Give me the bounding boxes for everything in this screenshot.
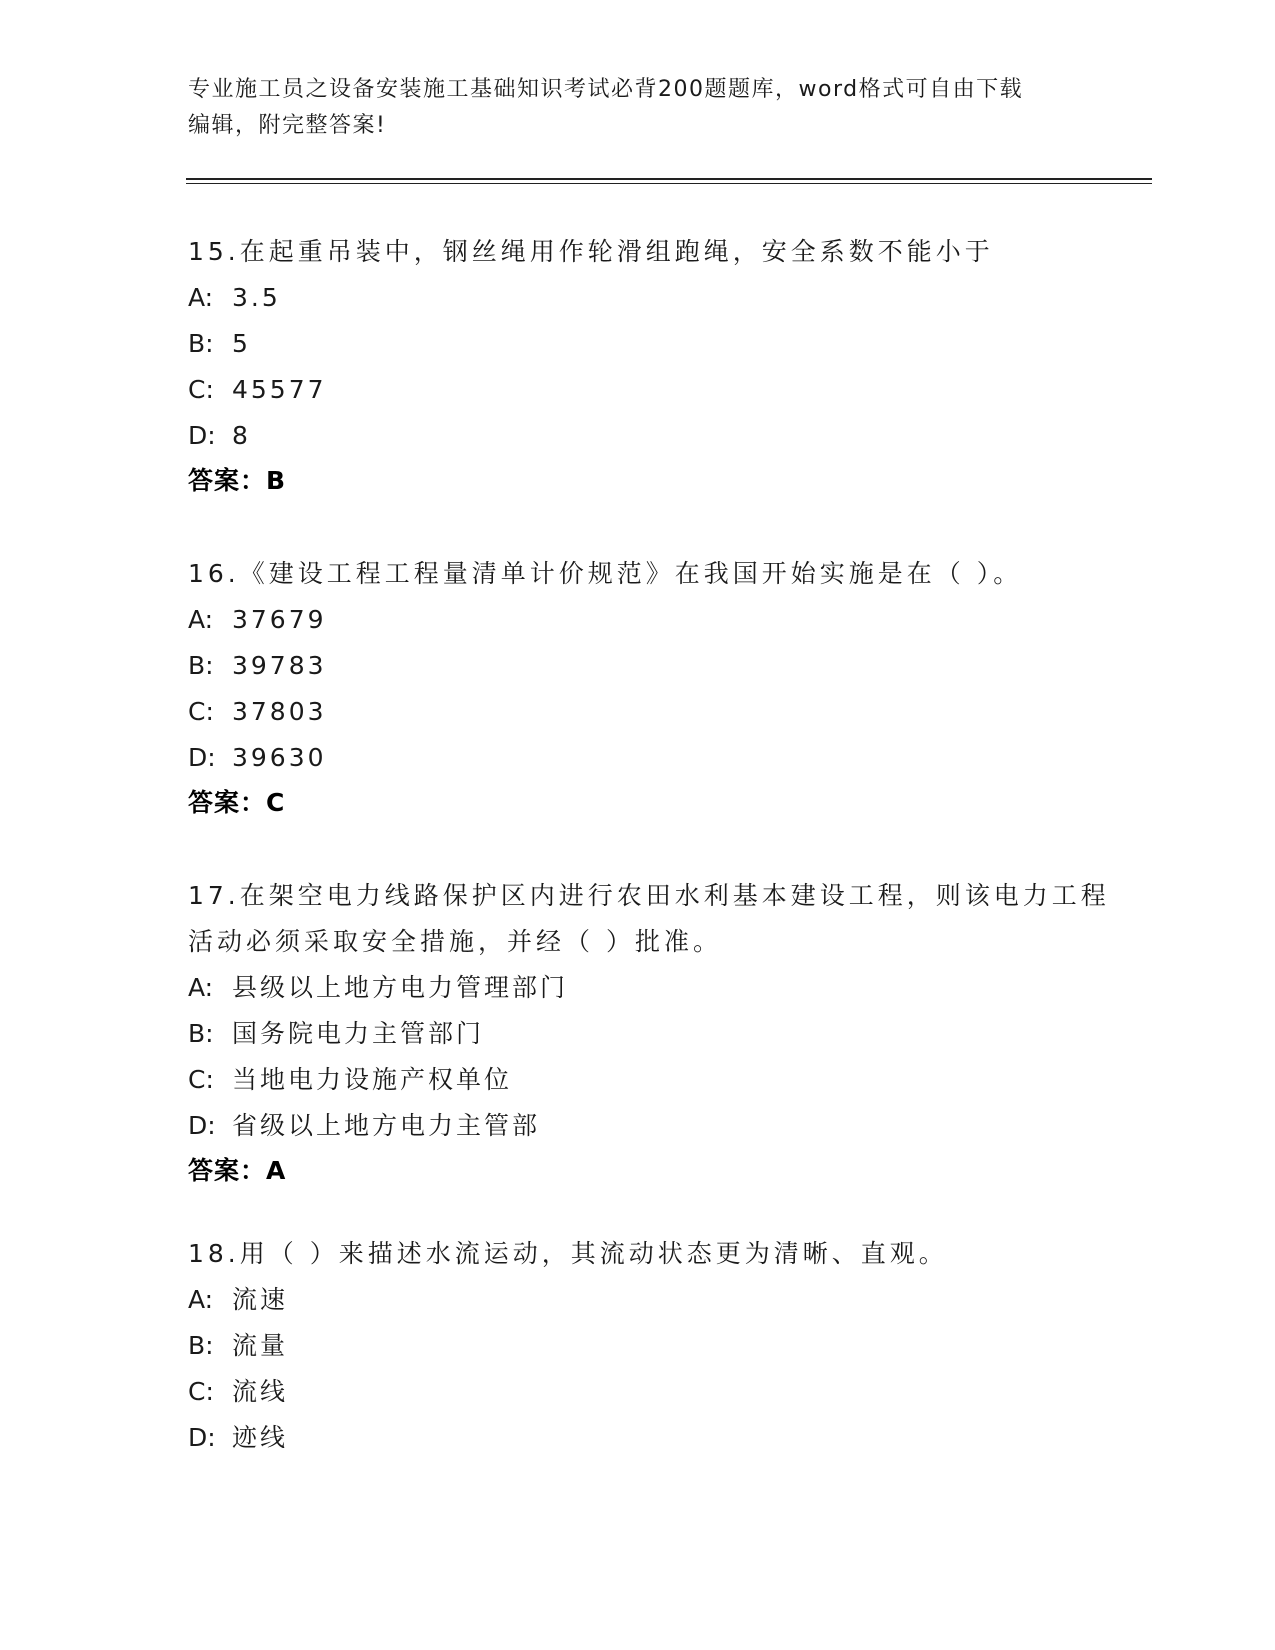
- option-value: 流速: [232, 1285, 289, 1314]
- option-b: [188, 321, 1118, 367]
- option-value: 39783: [232, 651, 327, 680]
- header-divider-top: [186, 178, 1152, 180]
- option-c: [188, 689, 1118, 735]
- option-letter: C:: [188, 1377, 214, 1406]
- option-value: 37679: [232, 605, 327, 634]
- option-value: 37803: [232, 697, 327, 726]
- header-title-line-1: 专业施工员之设备安装施工基础知识考试必背200题题库，word格式可自由下载: [188, 77, 1024, 102]
- option-d: [188, 735, 1118, 781]
- question-17: [188, 873, 1118, 1193]
- option-value: 县级以上地方电力管理部门: [232, 973, 569, 1002]
- option-b: [188, 643, 1118, 689]
- option-a: [188, 965, 1118, 1011]
- option-letter: D:: [188, 1423, 216, 1452]
- option-c: [188, 1369, 1118, 1415]
- option-letter: B:: [188, 1331, 214, 1360]
- option-d: [188, 1415, 1118, 1461]
- option-letter: C:: [188, 1065, 214, 1094]
- question-15: [188, 229, 1118, 503]
- option-letter: A:: [188, 283, 214, 312]
- answer-label: 答案：C: [188, 788, 286, 817]
- option-value: 省级以上地方电力主管部: [232, 1111, 541, 1140]
- option-letter: A:: [188, 605, 214, 634]
- option-d: [188, 413, 1118, 459]
- option-a: [188, 1277, 1118, 1323]
- option-value: 流量: [232, 1331, 289, 1360]
- option-letter: A:: [188, 1285, 214, 1314]
- option-value: 45577: [232, 375, 327, 404]
- option-value: 3.5: [232, 283, 281, 312]
- option-d: [188, 1103, 1118, 1149]
- option-b: [188, 1011, 1118, 1057]
- header-title-line-2: 编辑，附完整答案!: [188, 113, 387, 138]
- option-letter: C:: [188, 375, 214, 404]
- option-value: 8: [232, 421, 251, 450]
- question-text: 17.在架空电力线路保护区内进行农田水利基本建设工程，则该电力工程活动必须采取安全措施，并经（ ）批准。: [188, 881, 1110, 956]
- option-value: 39630: [232, 743, 327, 772]
- question-18: [188, 1231, 1118, 1461]
- option-c: [188, 1057, 1118, 1103]
- option-value: 迹线: [232, 1423, 289, 1452]
- option-letter: D:: [188, 743, 216, 772]
- option-value: 国务院电力主管部门: [232, 1019, 485, 1048]
- option-value: 5: [232, 329, 251, 358]
- option-letter: C:: [188, 697, 214, 726]
- option-letter: A:: [188, 973, 214, 1002]
- question-text: 18.用（ ）来描述水流运动，其流动状态更为清晰、直观。: [188, 1239, 948, 1268]
- header-divider-bottom: [186, 183, 1152, 184]
- option-value: 当地电力设施产权单位: [232, 1065, 513, 1094]
- option-letter: D:: [188, 421, 216, 450]
- option-a: [188, 597, 1118, 643]
- option-b: [188, 1323, 1118, 1369]
- document-header: [188, 72, 1088, 144]
- option-a: [188, 275, 1118, 321]
- option-letter: D:: [188, 1111, 216, 1140]
- question-16: [188, 551, 1118, 825]
- option-letter: B:: [188, 329, 214, 358]
- option-letter: B:: [188, 1019, 214, 1048]
- question-text: 16.《建设工程工程量清单计价规范》在我国开始实施是在（ ）。: [188, 559, 1023, 588]
- question-text: 15.在起重吊装中，钢丝绳用作轮滑组跑绳，安全系数不能小于: [188, 237, 994, 266]
- option-letter: B:: [188, 651, 214, 680]
- answer-label: 答案：A: [188, 1156, 287, 1185]
- option-c: [188, 367, 1118, 413]
- option-value: 流线: [232, 1377, 289, 1406]
- answer-label: 答案：B: [188, 466, 287, 495]
